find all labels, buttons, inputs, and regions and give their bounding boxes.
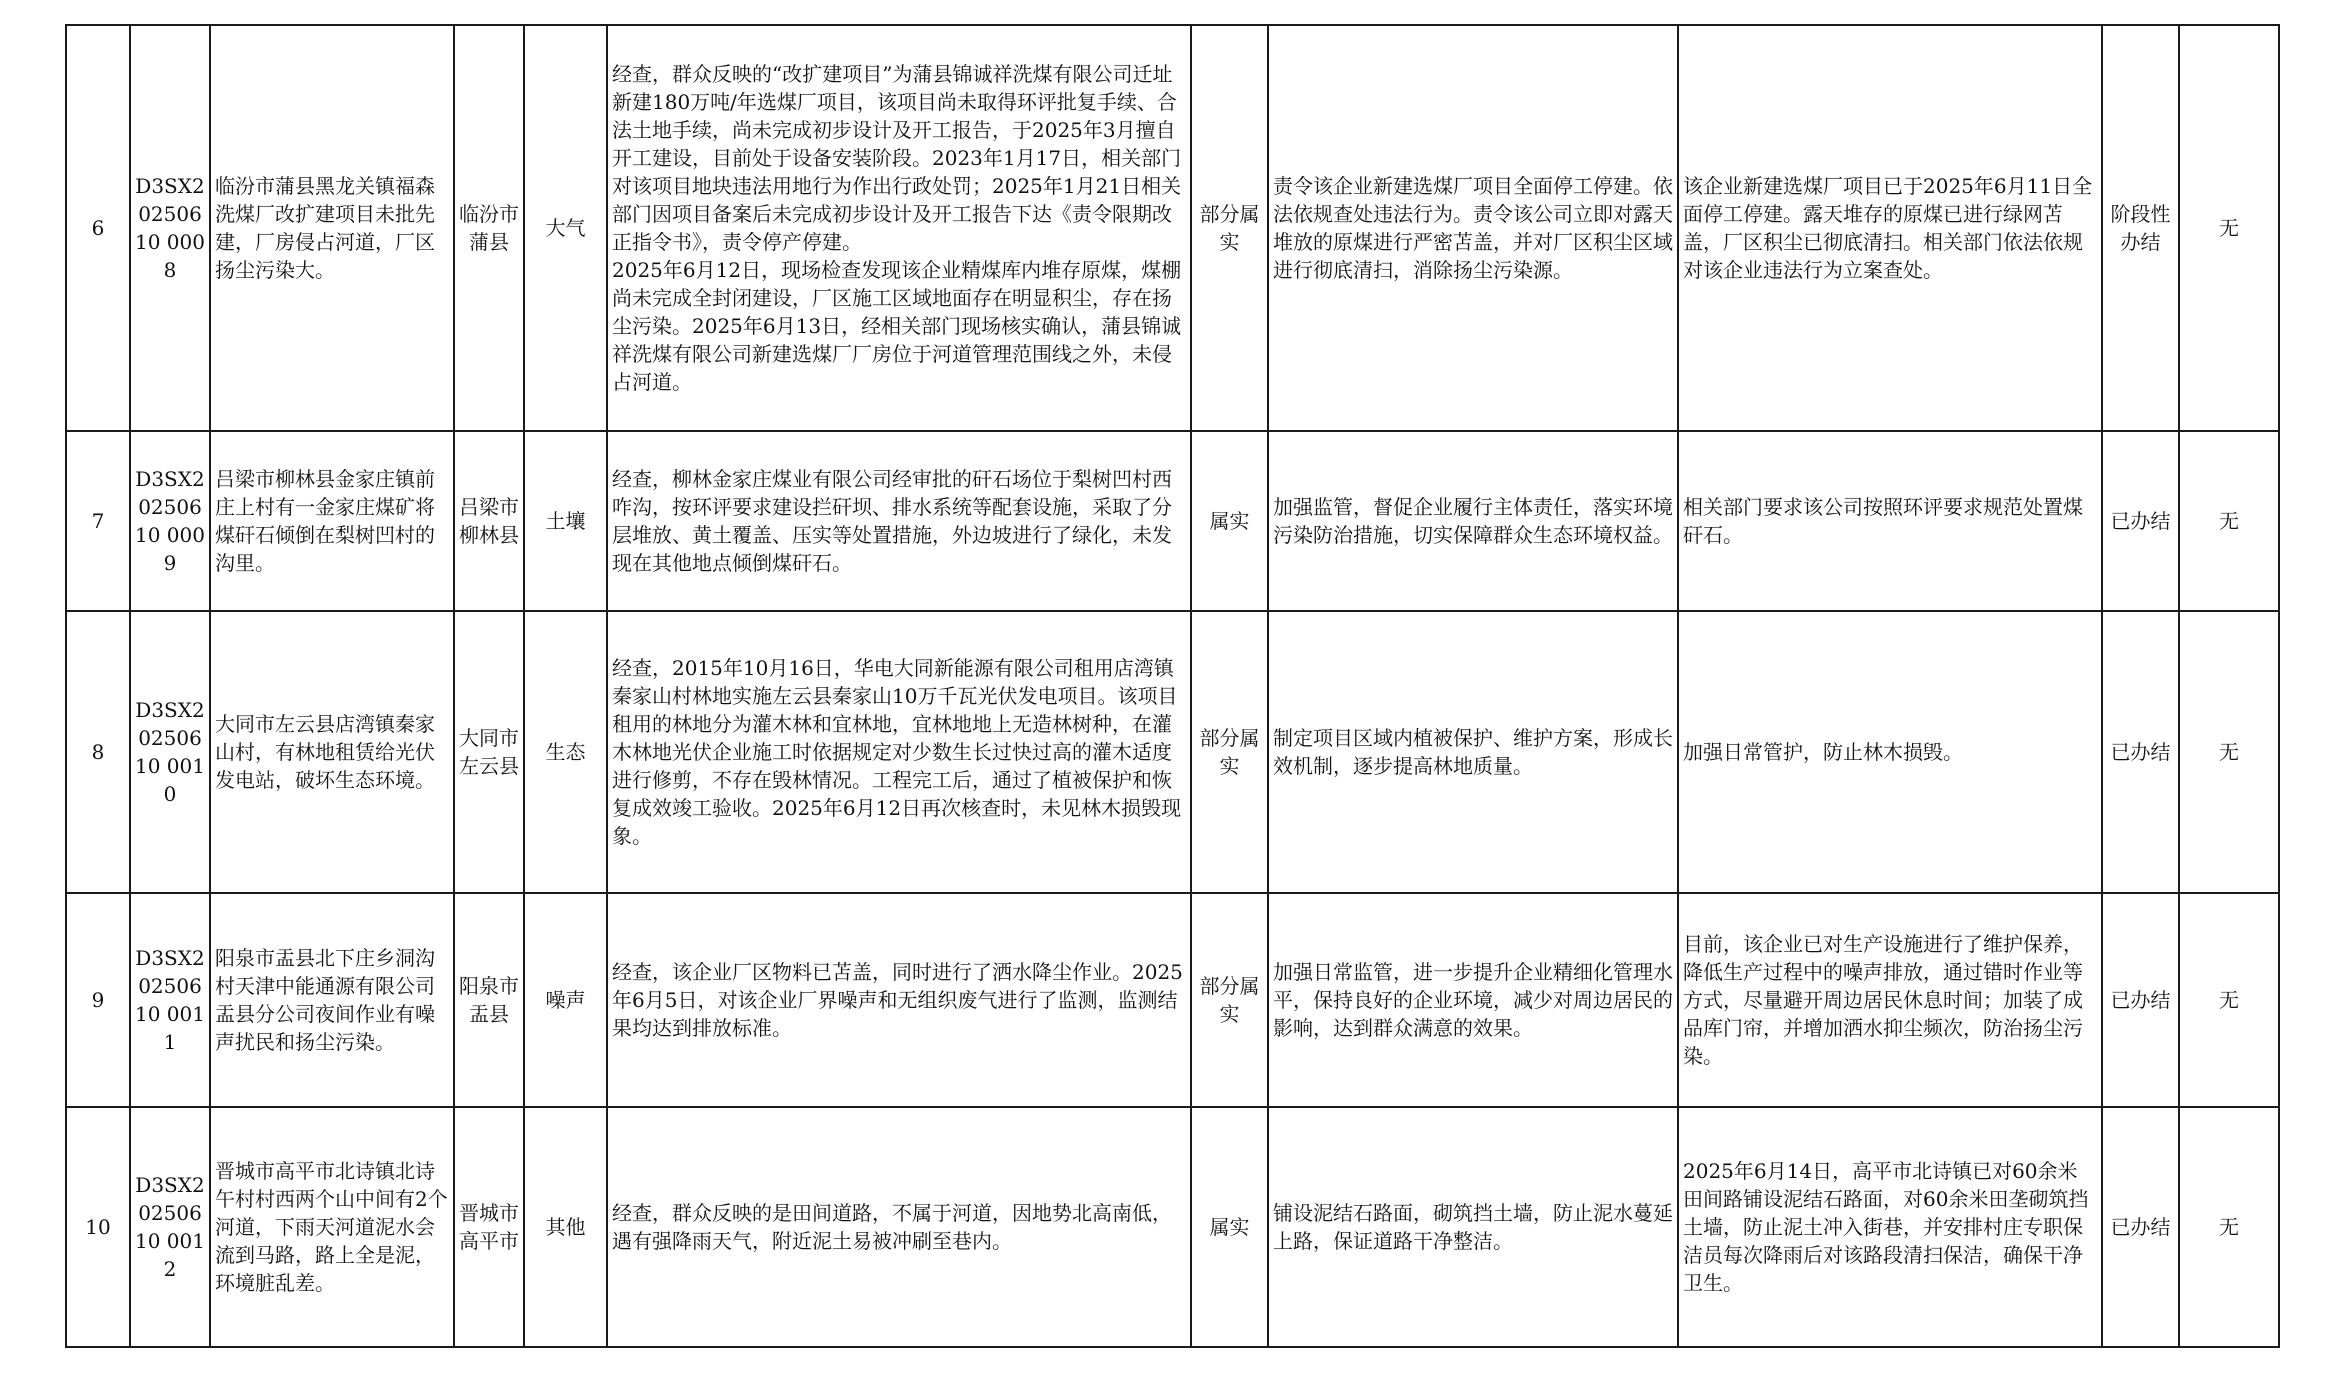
investigation-detail: 经查，群众反映的是田间道路，不属于河道，因地势北高南低，遇有强降雨天气，附近泥土易被冲刷至巷内。 — [607, 1107, 1191, 1347]
handling-result: 2025年6月14日，高平市北诗镇已对60余米田间路铺设泥结石路面，对60余米田垄砌筑挡土墙，防止泥土冲入街巷，并安排村庄专职保洁员每次降雨后对该路段清扫保洁，确保干净卫生。 — [1678, 1107, 2102, 1347]
investigation-detail: 经查，2015年10月16日，华电大同新能源有限公司租用店湾镇秦家山村林地实施左云县秦家山10万千瓦光伏发电项目。该项目租用的林地分为灌木林和宜林地，宜林地地上无造林树种，在灌木林地光伏企业施工时依据规定对少数生长过快过高的灌木适度进行修剪，不存在毁林情况。工程完工后，通过了植被保护和恢复成效竣工验收。2025年6月12日再次核查时，未见林木损毁现象。 — [607, 611, 1191, 893]
pollution-type: 噪声 — [524, 893, 607, 1107]
pollution-type: 生态 — [524, 611, 607, 893]
status: 已办结 — [2102, 893, 2179, 1107]
accountability: 无 — [2179, 25, 2279, 431]
administrative-area: 晋城市高平市 — [454, 1107, 524, 1347]
handling-requirement: 责令该企业新建选煤厂项目全面停工停建。依法依规查处违法行为。责令该公司立即对露天堆放的原煤进行严密苫盖，并对厂区积尘区域进行彻底清扫，消除扬尘污染源。 — [1268, 25, 1678, 431]
accountability: 无 — [2179, 893, 2279, 1107]
accountability: 无 — [2179, 1107, 2279, 1347]
complaint-summary: 临汾市蒲县黑龙关镇福森洗煤厂改扩建项目未批先建，厂房侵占河道，厂区扬尘污染大。 — [210, 25, 454, 431]
pollution-type: 土壤 — [524, 431, 607, 611]
complaint-summary: 吕梁市柳林县金家庄镇前庄上村有一金家庄煤矿将煤矸石倾倒在梨树凹村的沟里。 — [210, 431, 454, 611]
table-row — [66, 611, 2279, 893]
complaint-summary: 阳泉市盂县北下庄乡洞沟村天津中能通源有限公司盂县分公司夜间作业有噪声扰民和扬尘污染。 — [210, 893, 454, 1107]
status: 已办结 — [2102, 431, 2179, 611]
verdict: 部分属实 — [1191, 611, 1268, 893]
table-row — [66, 25, 2279, 431]
row-index: 8 — [66, 611, 130, 893]
handling-result: 目前，该企业已对生产设施进行了维护保养，降低生产过程中的噪声排放，通过错时作业等方式，尽量避开周边居民休息时间；加装了成品库门帘，并增加洒水抑尘频次，防治扬尘污染。 — [1678, 893, 2102, 1107]
handling-result: 相关部门要求该公司按照环评要求规范处置煤矸石。 — [1678, 431, 2102, 611]
administrative-area: 大同市左云县 — [454, 611, 524, 893]
investigation-detail — [607, 25, 1191, 431]
table-row — [66, 893, 2279, 1107]
row-index: 7 — [66, 431, 130, 611]
case-code: D3SX20250610 0008 — [130, 25, 210, 431]
case-code: D3SX20250610 0012 — [130, 1107, 210, 1347]
handling-result: 加强日常管护，防止林木损毁。 — [1678, 611, 2102, 893]
status: 已办结 — [2102, 1107, 2179, 1347]
complaint-summary: 晋城市高平市北诗镇北诗午村村西两个山中间有2个河道，下雨天河道泥水会流到马路，路上全是泥，环境脏乱差。 — [210, 1107, 454, 1347]
verdict: 部分属实 — [1191, 893, 1268, 1107]
row-index: 6 — [66, 25, 130, 431]
row-index: 10 — [66, 1107, 130, 1347]
status: 已办结 — [2102, 611, 2179, 893]
verdict: 部分属实 — [1191, 25, 1268, 431]
handling-requirement: 制定项目区域内植被保护、维护方案，形成长效机制，逐步提高林地质量。 — [1268, 611, 1678, 893]
status: 阶段性办结 — [2102, 25, 2179, 431]
investigation-detail: 经查，柳林金家庄煤业有限公司经审批的矸石场位于梨树凹村西咋沟，按环评要求建设拦矸坝、排水系统等配套设施，采取了分层堆放、黄土覆盖、压实等处置措施，外边坡进行了绿化，未发现在其他地点倾倒煤矸石。 — [607, 431, 1191, 611]
administrative-area: 吕梁市柳林县 — [454, 431, 524, 611]
pollution-type: 其他 — [524, 1107, 607, 1347]
verdict: 属实 — [1191, 1107, 1268, 1347]
handling-requirement: 铺设泥结石路面，砌筑挡土墙，防止泥水蔓延上路，保证道路干净整洁。 — [1268, 1107, 1678, 1347]
table-row — [66, 431, 2279, 611]
accountability: 无 — [2179, 431, 2279, 611]
handling-requirement: 加强日常监管，进一步提升企业精细化管理水平，保持良好的企业环境，减少对周边居民的影响，达到群众满意的效果。 — [1268, 893, 1678, 1107]
handling-requirement: 加强监管，督促企业履行主体责任，落实环境污染防治措施，切实保障群众生态环境权益。 — [1268, 431, 1678, 611]
case-code: D3SX20250610 0011 — [130, 893, 210, 1107]
complaint-table — [65, 24, 2280, 1348]
case-code: D3SX20250610 0009 — [130, 431, 210, 611]
administrative-area: 临汾市蒲县 — [454, 25, 524, 431]
row-index: 9 — [66, 893, 130, 1107]
case-code: D3SX20250610 0010 — [130, 611, 210, 893]
accountability: 无 — [2179, 611, 2279, 893]
handling-result: 该企业新建选煤厂项目已于2025年6月11日全面停工停建。露天堆存的原煤已进行绿网苫盖，厂区积尘已彻底清扫。相关部门依法依规对该企业违法行为立案查处。 — [1678, 25, 2102, 431]
complaint-summary: 大同市左云县店湾镇秦家山村，有林地租赁给光伏发电站，破坏生态环境。 — [210, 611, 454, 893]
pollution-type: 大气 — [524, 25, 607, 431]
administrative-area: 阳泉市盂县 — [454, 893, 524, 1107]
table-row — [66, 1107, 2279, 1347]
verdict: 属实 — [1191, 431, 1268, 611]
investigation-detail: 经查，该企业厂区物料已苫盖，同时进行了洒水降尘作业。2025年6月5日，对该企业厂界噪声和无组织废气进行了监测，监测结果均达到排放标准。 — [607, 893, 1191, 1107]
investigation-paragraph: 经查，群众反映的“改扩建项目”为蒲县锦诚祥洗煤有限公司迁址新建180万吨/年选煤厂项目，该项目尚未取得环评批复手续、合法土地手续，尚未完成初步设计及开工报告，于2025年3月擅自开工建设，目前处于设备安装阶段。2023年1月17日，相关部门对该项目地块违法用地行为作出行政处罚；2025年1月21日相关部门因项目备案后未完成初步设计及开工报告下达《责令限期改正指令书》，责令停产停建。 2025年6月12日，现场检查发现该企业精煤库内堆存原煤，煤棚尚未完成全封闭建设，厂区施工区域地面存在明显积尘，存在扬尘污染。2025年6月13日，经相关部门现场核实确认，蒲县锦诚祥洗煤有限公司新建选煤厂厂房位于河道管理范围线之外，未侵占河道。 — [612, 62, 1182, 394]
